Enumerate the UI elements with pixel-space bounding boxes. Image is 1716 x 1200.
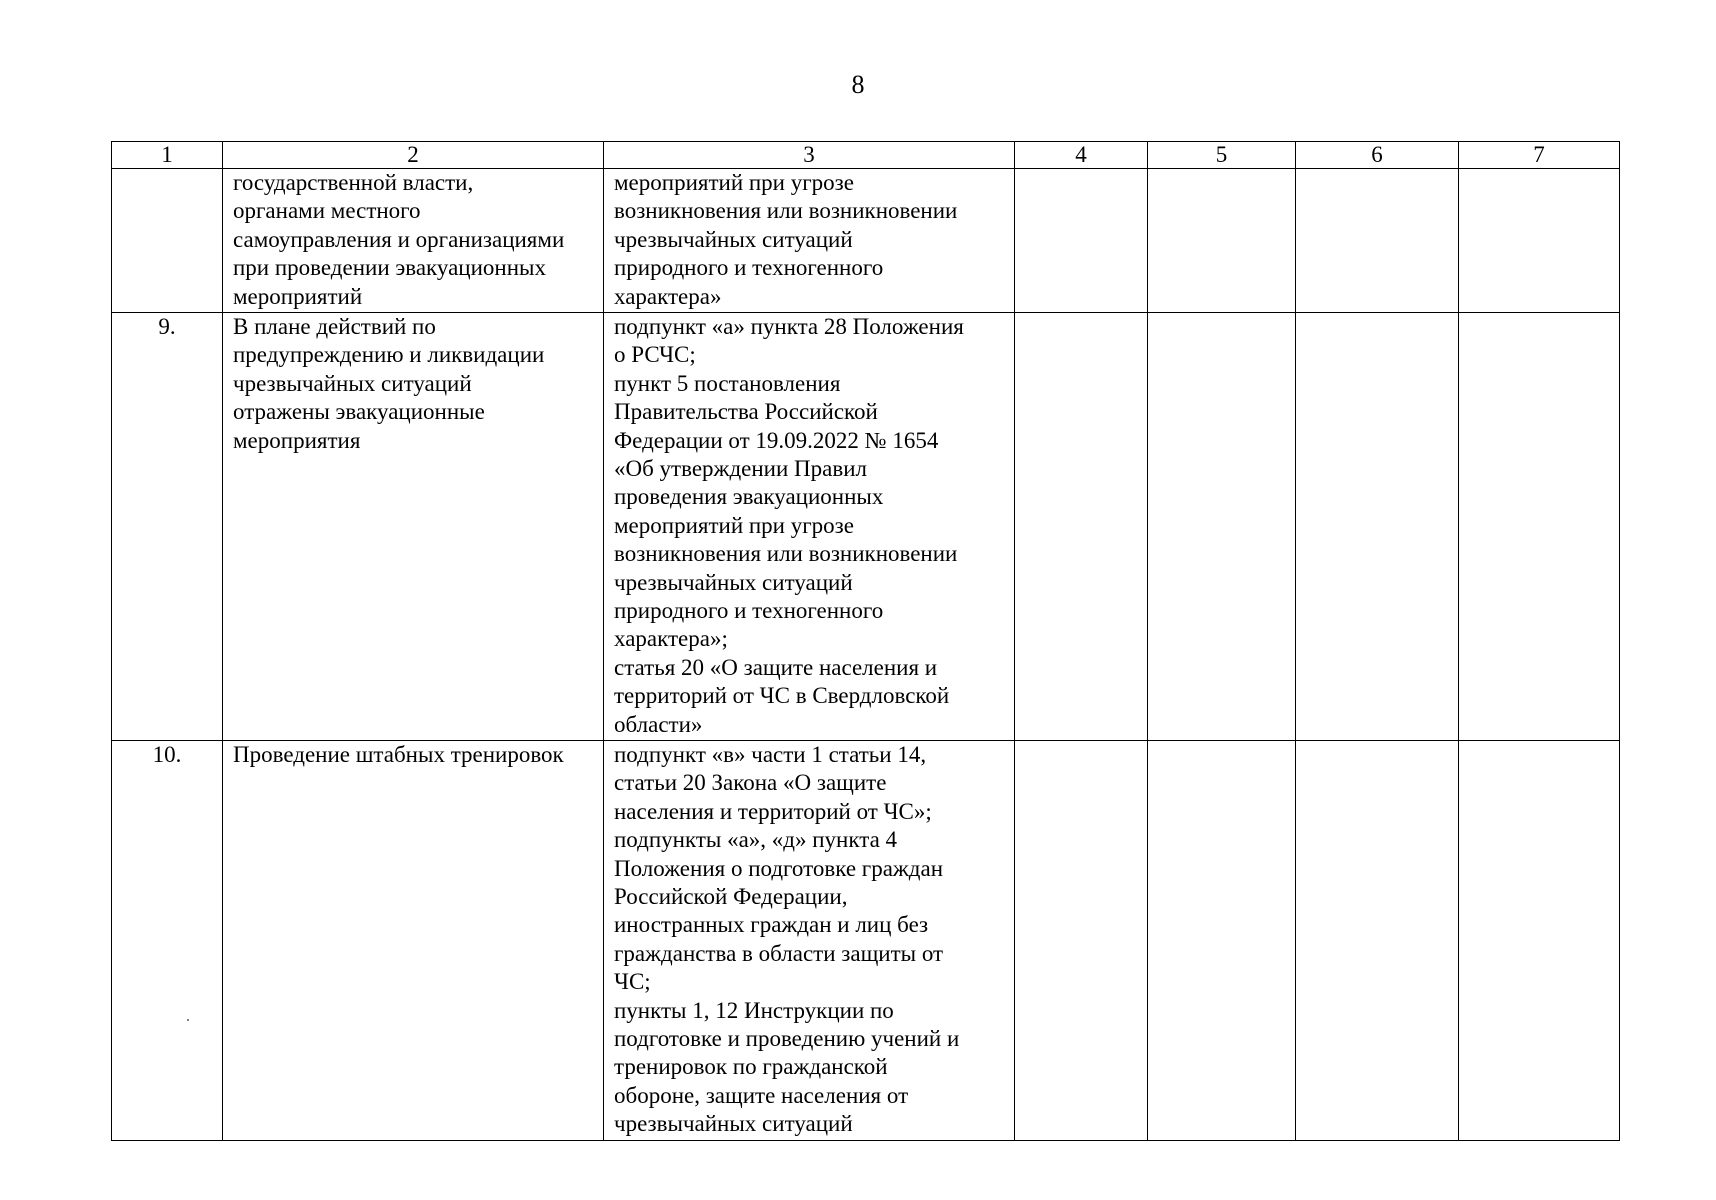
table-row [112,741,1620,1141]
scan-speck [187,1019,189,1021]
requirements-table [111,141,1620,1141]
row-number [112,169,223,313]
column-header-6: 6 [1296,142,1459,169]
column-7-cell [1459,741,1620,1141]
column-header-4: 4 [1015,142,1148,169]
column-header-2: 2 [223,142,604,169]
table-row [112,313,1620,741]
column-7-cell [1459,169,1620,313]
column-header-1: 1 [112,142,223,169]
column-4-cell [1015,169,1148,313]
column-header-3: 3 [604,142,1015,169]
column-4-cell [1015,741,1148,1141]
legal-basis: подпункт «в» части 1 статьи 14, статьи 20 Закона «О защите населения и территорий от ЧС»; подпункты «а», «д» пункта 4 Положения о подготовке граждан Российской Федерации, иностранных граждан и лиц без гражданства в области защиты от ЧС; пункты 1, 12 Инструкции по подготовке и проведению учений и тренировок по гражданской обороне, защите населения от чрезвычайных ситуаций [604,741,1015,1141]
column-5-cell [1148,741,1296,1141]
column-6-cell [1296,313,1459,741]
row-number: 10. [112,741,223,1141]
page-number: 8 [851,70,865,99]
column-5-cell [1148,169,1296,313]
table-row [112,169,1620,313]
legal-basis: мероприятий при угрозе возникновения или возникновении чрезвычайных ситуаций природного и техногенного характера» [604,169,1015,313]
column-header-7: 7 [1459,142,1620,169]
column-header-5: 5 [1148,142,1296,169]
requirement-description: Проведение штабных тренировок [223,741,604,1141]
column-4-cell [1015,313,1148,741]
requirement-description: В плане действий по предупреждению и ликвидации чрезвычайных ситуаций отражены эвакуационные мероприятия [223,313,604,741]
requirement-description: государственной власти, органами местного самоуправления и организациями при проведении эвакуационных мероприятий [223,169,604,313]
legal-basis: подпункт «а» пункта 28 Положения о РСЧС; пункт 5 постановления Правительства Российской Федерации от 19.09.2022 № 1654 «Об утверждении Правил проведения эвакуационных мероприятий при угрозе возникновения или возникновении чрезвычайных ситуаций природного и техногенного характера»; статья 20 «О защите населения и территорий от ЧС в Свердловской области» [604,313,1015,741]
column-5-cell [1148,313,1296,741]
row-number: 9. [112,313,223,741]
column-7-cell [1459,313,1620,741]
header-row [112,142,1620,169]
column-6-cell [1296,169,1459,313]
column-6-cell [1296,741,1459,1141]
